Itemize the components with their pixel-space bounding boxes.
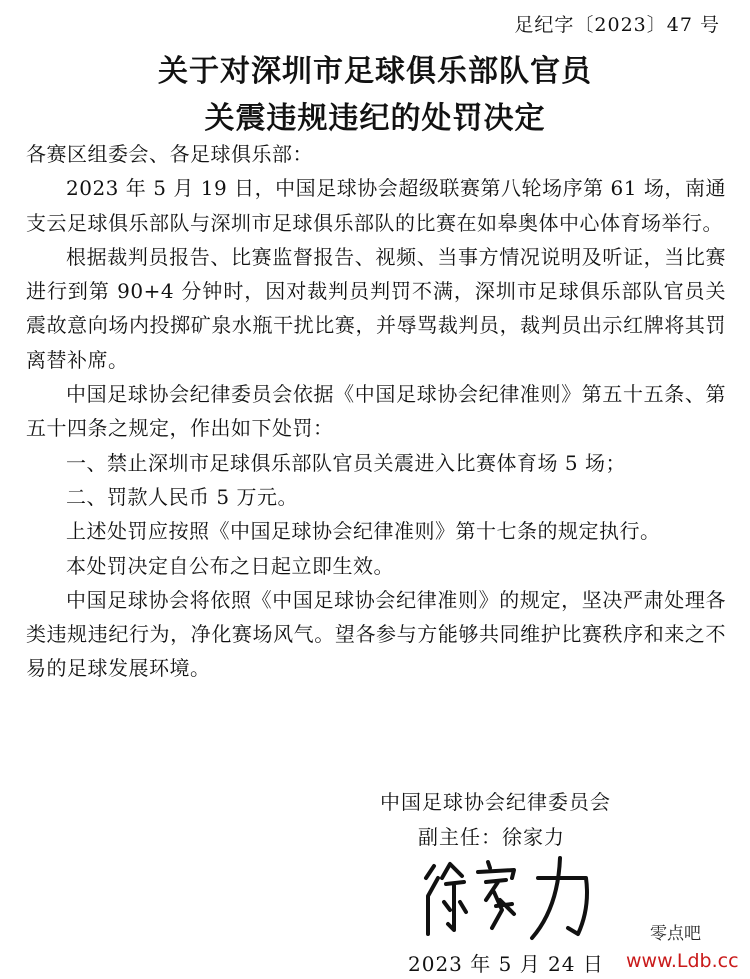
paragraph-incident: 2023 年 5 月 19 日，中国足球协会超级联赛第八轮场序第 61 场，南通支云足球俱乐部队与深圳市足球俱乐部队的比赛在如皋奥体中心体育场举行。: [26, 176, 726, 235]
penalty-item-2: 二、罚款人民币 5 万元。: [66, 484, 298, 509]
paragraph-effective: 本处罚决定自公布之日起立即生效。: [66, 553, 394, 578]
watermark-url: www.Ldb.cc: [626, 950, 739, 972]
document-title-line-2: 关震违规违纪的处罚决定: [204, 101, 546, 136]
paragraph-closing: 中国足球协会将依照《中国足球协会纪律准则》的规定，坚决严肃处理各类违规违纪行为，净化赛场风气。望各参与方能够共同维护比赛秩序和来之不易的足球发展环境。: [26, 587, 726, 681]
paragraph-basis: 中国足球协会纪律委员会依据《中国足球协会纪律准则》第五十五条、第五十四条之规定，作出如下处罚：: [26, 382, 726, 441]
signing-role: 副主任：徐家力: [418, 825, 565, 849]
document-body: [26, 137, 726, 686]
signing-organization: 中国足球协会纪律委员会: [380, 790, 611, 814]
document-title-line-1: 关于对深圳市足球俱乐部队官员: [158, 54, 592, 89]
salutation: 各赛区组委会、各足球俱乐部：: [26, 142, 313, 166]
watermark-text: 零点吧: [650, 924, 701, 944]
document-number: 足纪字〔2023〕47 号: [514, 14, 720, 36]
paragraph-findings: 根据裁判员报告、比赛监督报告、视频、当事方情况说明及听证，当比赛进行到第 90+4 分钟时，因对裁判员判罚不满，深圳市足球俱乐部队官员关震故意向场内投掷矿泉水瓶干扰比赛，并辱骂裁判员，裁判员出示红牌将其罚离替补席。: [26, 244, 726, 372]
document-date: 2023 年 5 月 24 日: [408, 952, 604, 976]
paragraph-execution: 上述处罚应按照《中国足球协会纪律准则》第十七条的规定执行。: [66, 519, 661, 544]
handwritten-signature: [420, 848, 600, 943]
penalty-item-1: 一、禁止深圳市足球俱乐部队官员关震进入比赛体育场 5 场；: [66, 450, 626, 475]
